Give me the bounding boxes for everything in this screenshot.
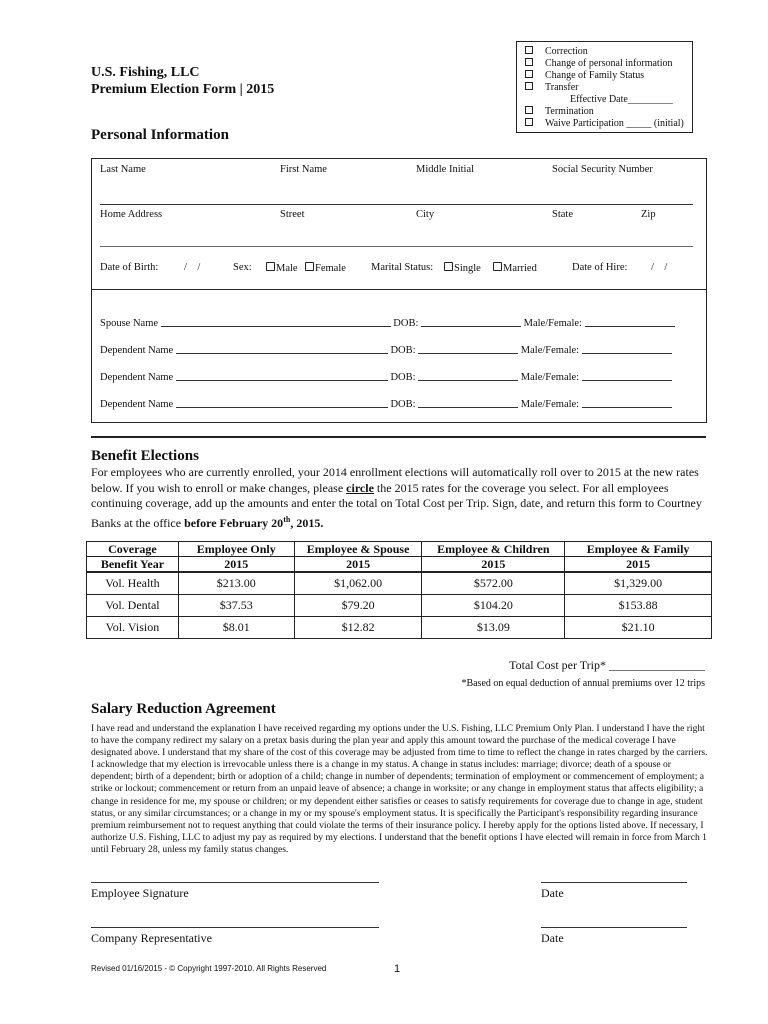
checkbox-icon[interactable]: [305, 262, 314, 271]
company-rep-signature-line[interactable]: [91, 927, 379, 928]
total-cost-field[interactable]: Total Cost per Trip* ________________: [509, 658, 705, 672]
address-entry-line[interactable]: [100, 246, 693, 247]
table-subheader: 2015: [422, 557, 565, 573]
company-name: U.S. Fishing, LLC: [91, 65, 200, 80]
rate-cell[interactable]: $12.82: [294, 617, 422, 639]
option-correction[interactable]: Correction: [525, 46, 588, 58]
personal-info-heading: Personal Information: [91, 127, 229, 143]
checkbox-icon[interactable]: [525, 82, 533, 90]
zip-label: Zip: [641, 209, 656, 220]
table-header: Coverage: [87, 542, 179, 557]
home-address-label: Home Address: [100, 209, 163, 220]
employee-signature-line[interactable]: [91, 882, 379, 883]
personal-info-box: [91, 158, 707, 423]
dependent-row: Dependent Name DOB: Male/Female:: [100, 370, 672, 383]
salary-agreement-heading: Salary Reduction Agreement: [91, 701, 276, 717]
form-title: Premium Election Form | 2015: [91, 82, 275, 97]
rate-cell[interactable]: $1,062.00: [294, 572, 422, 595]
dependent-name-input[interactable]: [176, 397, 388, 408]
table-subheader: 2015: [565, 557, 712, 573]
option-transfer[interactable]: Transfer: [525, 82, 579, 94]
dob-entry[interactable]: / /: [184, 262, 201, 273]
section-rule: [91, 436, 706, 438]
table-subheader: Benefit Year: [87, 557, 179, 573]
table-subheader: 2015: [178, 557, 294, 573]
rates-table: [86, 541, 712, 639]
table-header: Employee & Children: [422, 542, 565, 557]
dependent-gender-input[interactable]: [582, 370, 672, 381]
checkbox-icon[interactable]: [444, 262, 453, 271]
table-subheader-row: [87, 557, 712, 573]
employee-date-line[interactable]: [541, 882, 687, 883]
coverage-cell: Vol. Dental: [87, 595, 179, 617]
option-change-personal-info[interactable]: Change of personal information: [525, 58, 672, 70]
company-rep-date-label: Date: [541, 931, 564, 945]
spouse-gender-input[interactable]: [585, 316, 675, 327]
table-header: Employee & Spouse: [294, 542, 422, 557]
dob-label: Date of Birth:: [100, 262, 159, 273]
company-rep-date-line[interactable]: [541, 927, 687, 928]
rate-cell[interactable]: $153.88: [565, 595, 712, 617]
middle-initial-label: Middle Initial: [416, 164, 475, 175]
effective-date-field[interactable]: Effective Date_________: [570, 94, 673, 105]
coverage-cell: Vol. Health: [87, 572, 179, 595]
hire-date-label: Date of Hire:: [572, 262, 628, 273]
rate-cell[interactable]: $213.00: [178, 572, 294, 595]
marital-married-option[interactable]: Married: [493, 262, 537, 274]
table-row: [87, 617, 712, 639]
dependent-row: Dependent Name DOB: Male/Female:: [100, 397, 672, 410]
city-label: City: [416, 209, 435, 220]
section-divider: [91, 289, 706, 290]
checkbox-icon[interactable]: [525, 70, 533, 78]
change-type-panel: [516, 41, 693, 133]
spouse-row: Spouse Name DOB: Male/Female:: [100, 316, 675, 329]
state-label: State: [552, 209, 573, 220]
page-number: 1: [394, 963, 401, 975]
spouse-dob-input[interactable]: [421, 316, 521, 327]
employee-signature-label: Employee Signature: [91, 886, 189, 900]
table-header: Employee & Family: [565, 542, 712, 557]
name-entry-line[interactable]: [100, 204, 693, 205]
dependent-name-input[interactable]: [176, 370, 388, 381]
company-rep-label: Company Representative: [91, 931, 212, 945]
checkbox-icon[interactable]: [525, 118, 533, 126]
ssn-label: Social Security Number: [552, 164, 653, 175]
rate-cell[interactable]: $104.20: [422, 595, 565, 617]
rate-cell[interactable]: $13.09: [422, 617, 565, 639]
rate-cell[interactable]: $21.10: [565, 617, 712, 639]
rate-cell[interactable]: $1,329.00: [565, 572, 712, 595]
marital-status-label: Marital Status:: [371, 262, 434, 273]
hire-date-entry[interactable]: / /: [651, 262, 668, 273]
last-name-label: Last Name: [100, 164, 146, 175]
checkbox-icon[interactable]: [525, 58, 533, 66]
dependent-gender-input[interactable]: [582, 397, 672, 408]
table-row: [87, 595, 712, 617]
dependent-name-input[interactable]: [176, 343, 388, 354]
table-row: [87, 572, 712, 595]
sex-label: Sex:: [233, 262, 252, 273]
coverage-cell: Vol. Vision: [87, 617, 179, 639]
benefit-elections-heading: Benefit Elections: [91, 448, 199, 464]
option-change-family-status[interactable]: Change of Family Status: [525, 70, 644, 82]
sex-male-option[interactable]: Male: [266, 262, 298, 274]
benefit-intro: For employees who are currently enrolled, your 2014 enrollment elections will automatically roll over to 2015 at the new rates below. If you wish to enroll or make changes, please circle the 2015 rates for the coverage you select. For all employees continuing coverage, add up the amounts and enter the total on Total Cost per Trip. Sign, date, and return this form to Courtney Banks at the office before February 20th, 2015.: [91, 465, 702, 530]
first-name-label: First Name: [280, 164, 327, 175]
checkbox-icon[interactable]: [525, 46, 533, 54]
checkbox-icon[interactable]: [266, 262, 275, 271]
option-waive-participation[interactable]: Waive Participation _____ (initial): [525, 118, 684, 130]
dependent-dob-input[interactable]: [418, 370, 518, 381]
sex-female-option[interactable]: Female: [305, 262, 346, 274]
revision-footer: Revised 01/16/2015 - © Copyright 1997-2010. All Rights Reserved: [91, 964, 327, 973]
table-header-row: [87, 542, 712, 557]
dependent-row: Dependent Name DOB: Male/Female:: [100, 343, 672, 356]
option-termination[interactable]: Termination: [525, 106, 594, 118]
total-footnote: *Based on equal deduction of annual premiums over 12 trips: [461, 678, 705, 689]
checkbox-icon[interactable]: [525, 106, 533, 114]
marital-single-option[interactable]: Single: [444, 262, 481, 274]
rate-cell[interactable]: $572.00: [422, 572, 565, 595]
dependent-dob-input[interactable]: [418, 343, 518, 354]
street-label: Street: [280, 209, 305, 220]
dependent-gender-input[interactable]: [582, 343, 672, 354]
rate-cell[interactable]: $37.53: [178, 595, 294, 617]
salary-agreement-text: I have read and understand the explanation I have received regarding my options under the U.S. Fishing, LLC Premium Only Plan. I understand I have the right to have the company redirect my salary on a pretax basis during the plan year and apply this amount toward the purchase of the medical coverage I have designated above. I understand that my share of the cost of this coverage may be adjusted from time to time to reflect the change in rates charged by the carriers. I acknowledge that my election is irrevocable unless there is a change in my status. A change in status includes: marriage; divorce; death of a spouse or dependent; birth of a dependent; birth or adoption of a child; change in number of dependents; termination of employment or commencement of employment; a strike or lockout; commencement or return from an unpaid leave of absence; a change in worksite; or any change in employment status that affects eligibility; a change in residence for me, my spouse or children; or my dependent either satisfies or ceases to satisfy requirements for coverage due to change in age, student status, or any similar circumstances; or a change in my or my spouse's employment status. It is specifically the Participant's responsibility regarding insurance premium reimbursement not to request anything that could violate the terms of their insurance policy. I hereby apply for the options listed above. If necessary, I authorize U.S. Fishing, LLC to adjust my pay as required by my elections. I understand that the benefit options I have elected will remain in force from March 1 until February 28, unless my family status changes.: [91, 723, 708, 855]
dependent-dob-input[interactable]: [418, 397, 518, 408]
checkbox-icon[interactable]: [493, 262, 502, 271]
rate-cell[interactable]: $79.20: [294, 595, 422, 617]
employee-date-label: Date: [541, 886, 564, 900]
table-subheader: 2015: [294, 557, 422, 573]
table-header: Employee Only: [178, 542, 294, 557]
spouse-name-input[interactable]: [161, 316, 391, 327]
rate-cell[interactable]: $8.01: [178, 617, 294, 639]
